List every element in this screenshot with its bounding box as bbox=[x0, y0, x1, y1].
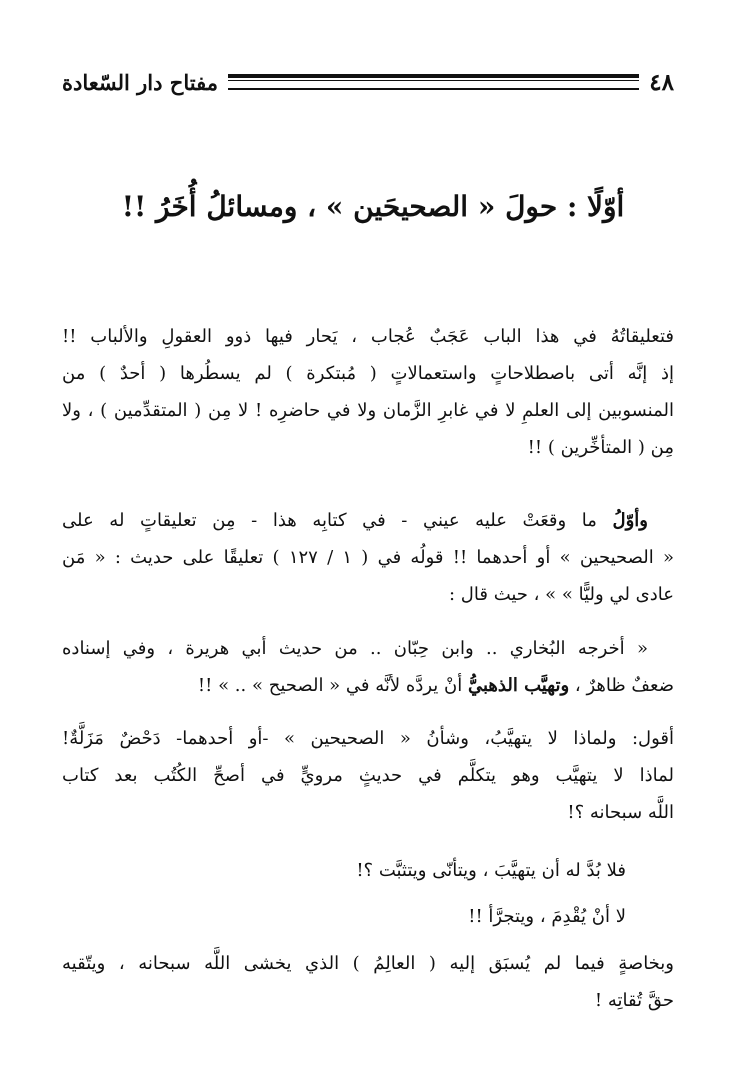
paragraph-1 bbox=[62, 318, 674, 466]
bold-phrase: وتهيَّب الذهبيُّ bbox=[467, 675, 570, 696]
quotation bbox=[62, 630, 674, 704]
text-line: وبخاصةٍ فيما لم يُسبَق إليه ( العالِمُ ) الذي يخشى اللَّه سبحانه ، ويتّقيه bbox=[62, 953, 674, 974]
paragraph-4 bbox=[62, 852, 674, 889]
text-line: فتعليقاتُهُ في هذا الباب عَجَبٌ عُجاب ، يَحار فيها ذوو العقولِ والألباب !! bbox=[62, 326, 674, 347]
text-segment: ما وقعَتْ عليه عيني - في كتابِه هذا - مِن تعليقاتٍ له على bbox=[62, 510, 613, 531]
text-segment: ضعفٌ ظاهرٌ ، bbox=[569, 675, 674, 696]
paragraph-3 bbox=[62, 720, 674, 831]
text-line: « الصحيحين » أو أحدهما !! قولُه في ( ١ / ١٢٧ ) تعليقًا على حديث : « مَن bbox=[62, 547, 674, 568]
book-title: مفتاح دار السّعادة bbox=[62, 69, 218, 95]
text-segment: أنْ يردَّه لأنَّه في « الصحيح » .. » !! bbox=[197, 675, 468, 696]
text-line: اللَّه سبحانه ؟! bbox=[567, 802, 674, 823]
bold-lead: وأوّلُ bbox=[612, 510, 648, 531]
paragraph-2 bbox=[62, 502, 674, 613]
page-number: ٤٨ bbox=[649, 68, 674, 96]
text-line: إذ إنَّه أتى باصطلاحاتٍ واستعمالاتٍ ( مُبتكرة ) لم يسطُرها ( أحدٌ ) من bbox=[62, 363, 674, 384]
paragraph-6 bbox=[62, 945, 674, 1019]
text-line: أقول: ولماذا لا يتهيَّبُ، وشأنُ « الصحيحين » -أو أحدهما- دَحْضٌ مَزَلَّةٌ! bbox=[62, 728, 674, 749]
text-line bbox=[62, 502, 674, 539]
header-rule bbox=[228, 74, 639, 90]
text-line: حقَّ تُقاتِه ! bbox=[594, 990, 674, 1011]
text-line: « أخرجه البُخاري .. وابن حِبّان .. من حديث أبي هريرة ، وفي إسناده bbox=[62, 638, 648, 659]
text-line: فلا بُدَّ له أن يتهيَّبَ ، ويتأنّى ويتثبَّت ؟! bbox=[356, 860, 626, 881]
section-title: أوّلًا : حولَ « الصحيحَين » ، ومسائلُ أُخَرُ !! bbox=[121, 190, 625, 223]
text-line: مِن ( المتأخِّرين ) !! bbox=[527, 437, 674, 458]
text-line: المنسوبين إلى العلمِ لا في غابرِ الزَّمان ولا في حاضرِه ! لا مِن ( المتقدِّمين ) ، ولا bbox=[62, 400, 674, 421]
text-line bbox=[62, 667, 674, 704]
text-line: لماذا لا يتهيَّب وهو يتكلَّم في حديثٍ مرويٍّ في أصحِّ الكُتُب بعد كتاب bbox=[62, 765, 674, 786]
running-header bbox=[62, 62, 674, 102]
paragraph-5 bbox=[62, 898, 674, 935]
text-line: عادى لي وليًّا » » ، حيث قال : bbox=[449, 584, 674, 605]
text-line: لا أنْ يُقْدِمَ ، ويتجرَّأ !! bbox=[468, 906, 626, 927]
